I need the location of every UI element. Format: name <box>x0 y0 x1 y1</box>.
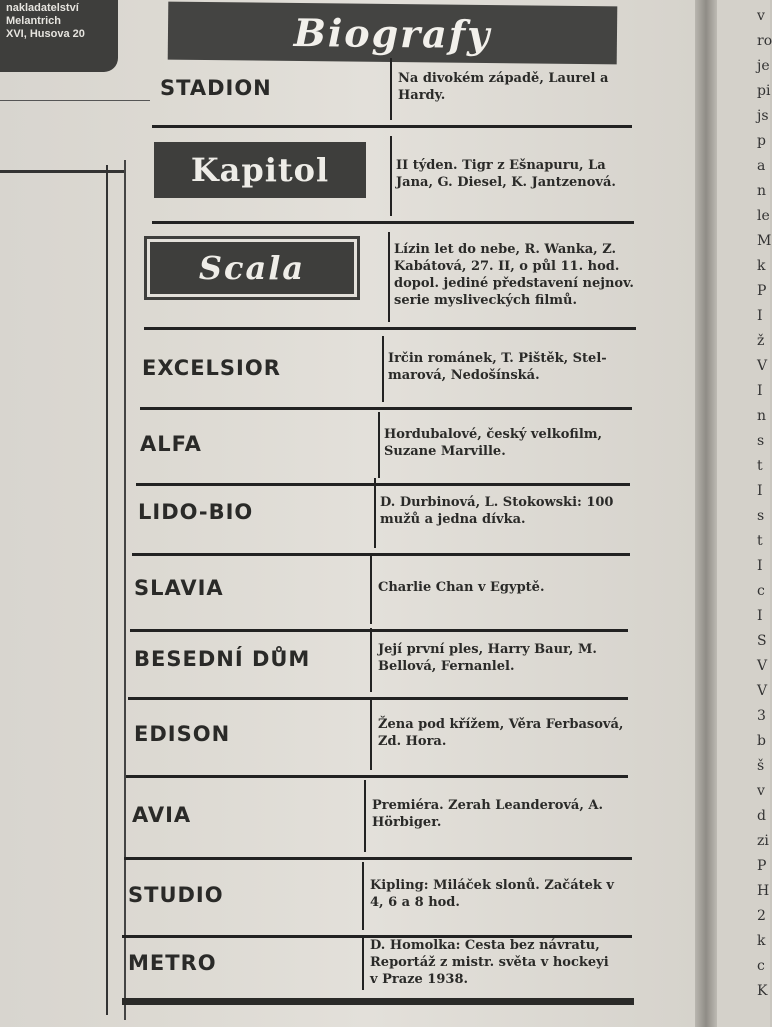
page-fold <box>695 0 717 1027</box>
cropped-text-fragment: š <box>757 758 765 774</box>
film-listing: D. Homolka: Cesta bez návratu, Reportáž z mistr. světa v hockeyi v Praze 1938. <box>370 937 609 987</box>
film-listing: II týden. Tigr z Ešnapuru, La Jana, G. Diesel, K. Jantzenová. <box>396 158 616 190</box>
cropped-text-fragment: I <box>757 383 763 399</box>
column-separator <box>390 136 392 216</box>
cinema-logo-text: Scala <box>150 242 354 294</box>
cropped-text-fragment: V <box>757 658 768 674</box>
film-listing: Žena pod křížem, Věra Ferbasová, Zd. Hora. <box>378 717 624 749</box>
section-banner: Biografy <box>168 2 618 65</box>
film-listing: Na divokém západě, Laurel a Hardy. <box>398 71 609 103</box>
cropped-text-fragment: p <box>757 133 766 149</box>
cropped-text-fragment: s <box>757 433 765 449</box>
cropped-text-fragment: a <box>757 158 766 174</box>
cropped-text-fragment: n <box>757 183 767 199</box>
listing-row <box>152 130 634 224</box>
cinema-name: AVIA <box>132 803 192 827</box>
listing-row <box>132 472 630 556</box>
film-listing: Kipling: Miláček slonů. Začátek v 4, 6 a 8 hod. <box>370 878 614 910</box>
column-separator <box>378 412 380 478</box>
cropped-text-fragment: n <box>757 408 767 424</box>
listing-row <box>140 330 632 410</box>
row-rule <box>152 221 634 224</box>
cinema-logo: Kapitol <box>154 142 366 198</box>
cropped-text-fragment: P <box>757 283 767 299</box>
cropped-text-fragment: je <box>757 58 770 74</box>
cropped-text-fragment: v <box>757 783 765 799</box>
listing-row <box>126 694 628 778</box>
cropped-text-fragment: le <box>757 208 770 224</box>
cropped-text-fragment: M <box>757 233 772 249</box>
column-separator <box>390 58 392 120</box>
cropped-text-fragment: I <box>757 608 763 624</box>
cinema-name: STUDIO <box>128 883 224 907</box>
film-listing: Irčin románek, T. Pištěk, Stelmarová, Nedošínská. <box>388 351 607 383</box>
listing-row <box>122 856 632 938</box>
cropped-text-fragment: I <box>757 483 763 499</box>
cropped-text-fragment: k <box>757 933 766 949</box>
bottom-rule <box>122 998 634 1005</box>
cropped-text-fragment: I <box>757 308 763 324</box>
column-separator <box>388 232 390 322</box>
cropped-text-fragment: ž <box>757 333 765 349</box>
cropped-text-fragment: c <box>757 958 765 974</box>
film-listing: Hordubalové, český velkofilm, Suzane Marville. <box>384 427 603 459</box>
row-rule <box>152 125 632 128</box>
column-separator <box>370 554 372 624</box>
cropped-text-fragment: K <box>757 983 768 999</box>
cinema-name: BESEDNÍ DŮM <box>134 647 311 671</box>
film-listing: Charlie Chan v Egyptě. <box>378 579 545 595</box>
cropped-text-fragment: v <box>757 8 765 24</box>
cropped-text-fragment: 2 <box>757 908 766 924</box>
cropped-text-fragment: js <box>757 108 769 124</box>
cinema-name: EDISON <box>134 722 231 746</box>
listing-row <box>128 622 628 700</box>
cropped-text-fragment: S <box>757 633 767 649</box>
cropped-text-fragment: t <box>757 533 763 549</box>
cropped-text-fragment: c <box>757 583 765 599</box>
cinema-name: ALFA <box>140 432 202 456</box>
cropped-text-fragment: I <box>757 558 763 574</box>
column-separator <box>370 700 372 770</box>
column-separator <box>362 938 364 990</box>
cropped-text-fragment: pi <box>757 83 771 99</box>
cropped-text-fragment: d <box>757 808 766 824</box>
film-listing: Lízin let do nebe, R. Wanka, Z. Kabátová, 27. II, o půl 11. hod. dopol. jediné představení nejnov. serie mysliveckých filmů. <box>394 242 634 308</box>
column-separator <box>374 478 376 548</box>
cropped-text-fragment: P <box>757 858 767 874</box>
cinema-name: EXCELSIOR <box>142 356 281 380</box>
film-listing: D. Durbinová, L. Stokowski: 100 mužů a jedna dívka. <box>380 495 614 527</box>
listing-row <box>152 52 632 128</box>
cropped-text-fragment: ro <box>757 33 772 49</box>
right-page <box>717 0 770 1027</box>
cropped-text-fragment: 3 <box>757 708 766 724</box>
cinema-name: LIDO-BIO <box>138 500 254 524</box>
cropped-text-fragment: V <box>757 683 768 699</box>
cropped-text-fragment: k <box>757 258 766 274</box>
cropped-text-fragment: zi <box>757 833 769 849</box>
publisher-line-1: nakladatelství <box>6 2 79 14</box>
cropped-text-fragment: b <box>757 733 766 749</box>
column-separator <box>370 628 372 692</box>
cinema-logo <box>144 236 360 300</box>
publisher-line-2: Melantrich <box>6 15 62 27</box>
column-separator <box>362 862 364 930</box>
cropped-text-fragment: s <box>757 508 765 524</box>
cinema-name: STADION <box>160 76 272 100</box>
column-separator <box>382 336 384 402</box>
listing-row <box>124 774 632 860</box>
column-rule <box>106 165 108 1015</box>
divider <box>0 100 150 101</box>
cropped-text-fragment: t <box>757 458 763 474</box>
listing-row <box>144 226 636 330</box>
film-listing: Premiéra. Zerah Leanderová, A. Hörbiger. <box>372 798 604 830</box>
cinema-name: METRO <box>128 951 217 975</box>
film-listing: Její první ples, Harry Baur, M. Bellová, Fernanlel. <box>378 642 597 674</box>
cropped-text-fragment: V <box>757 358 768 374</box>
publisher-line-3: XVI, Husova 20 <box>6 28 85 40</box>
listing-row <box>122 932 634 998</box>
publisher-box <box>0 0 118 72</box>
column-separator <box>364 780 366 852</box>
listing-row <box>130 548 628 632</box>
cinema-name: SLAVIA <box>134 576 224 600</box>
cropped-text-fragment: H <box>757 883 770 899</box>
